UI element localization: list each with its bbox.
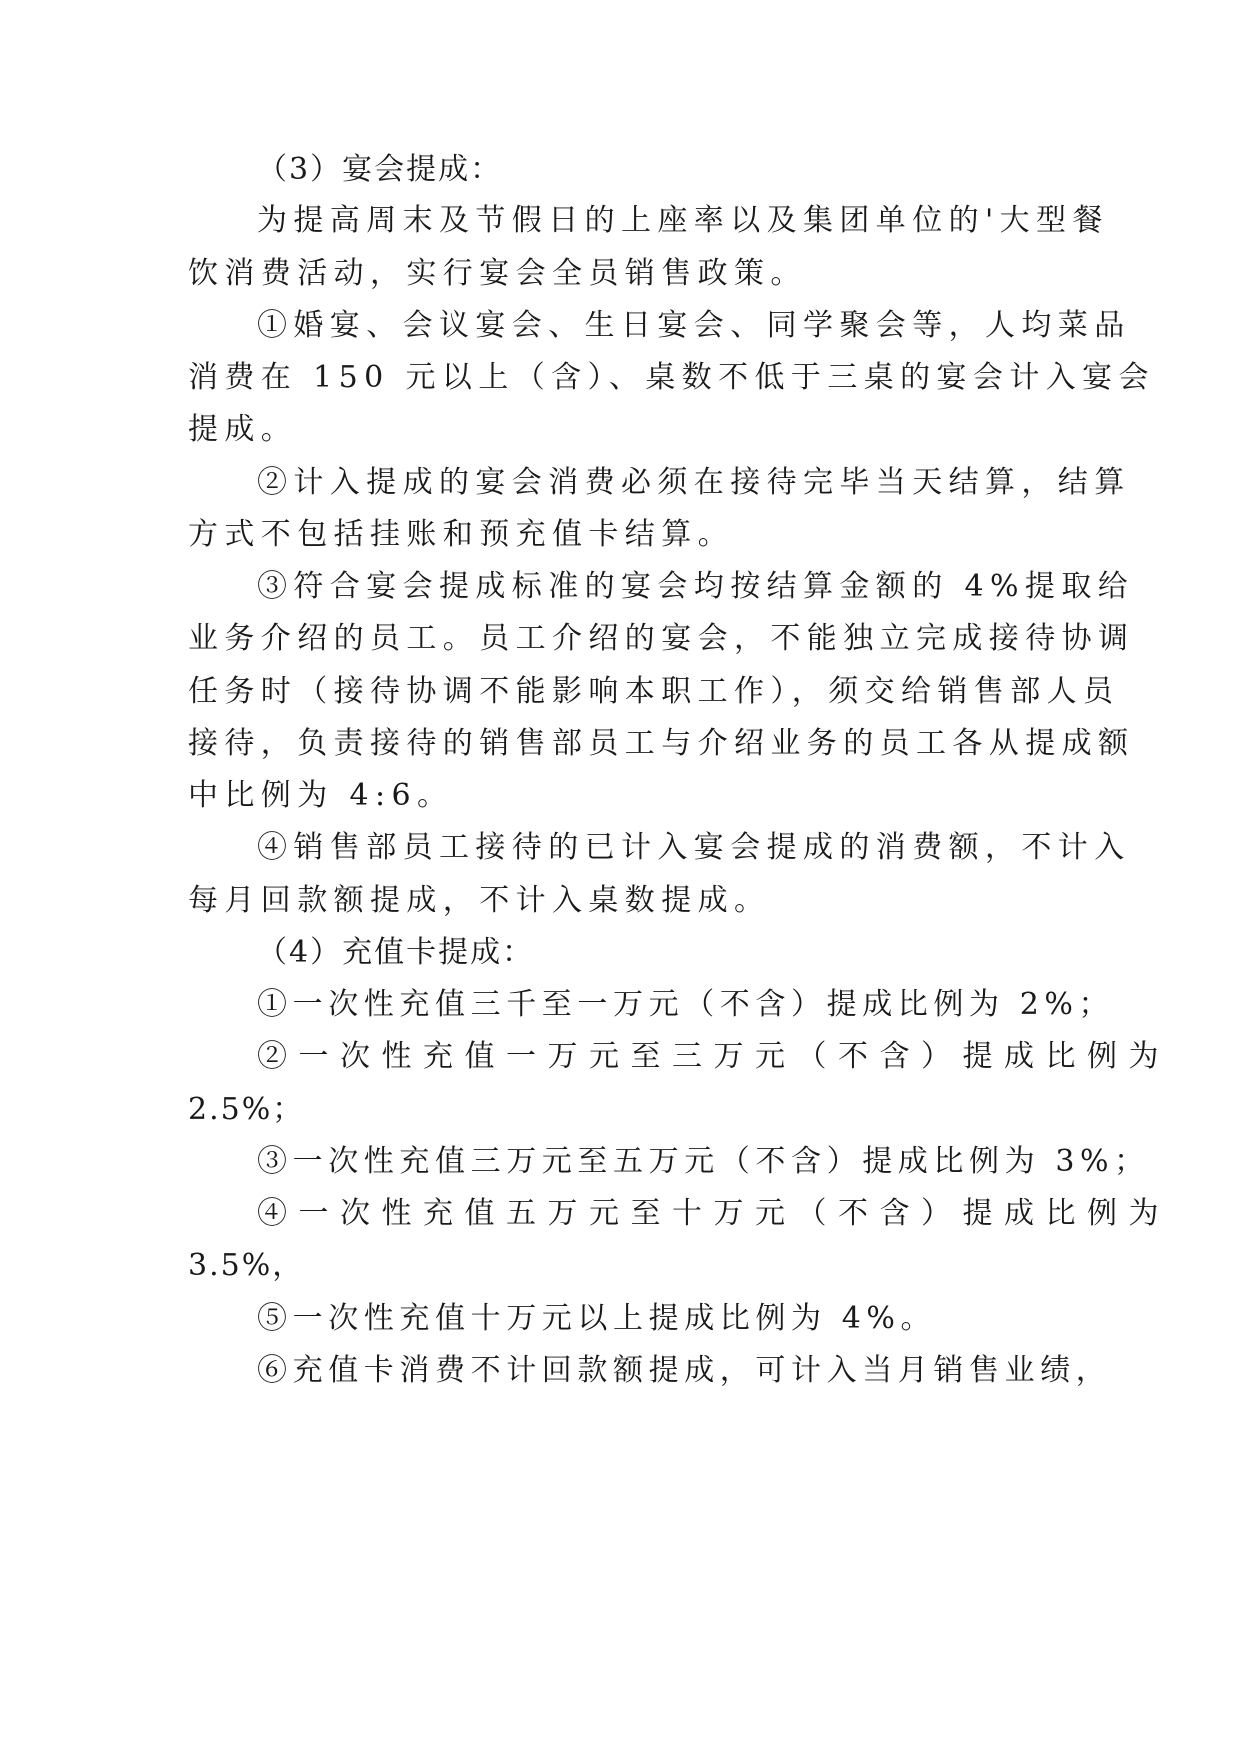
list-item-line: ②计入提成的宴会消费必须在接待完毕当天结算，结算 bbox=[257, 465, 1131, 500]
list-item-line: 消费在 150 元以上（含）、桌数不低于三桌的宴会计入宴会 bbox=[188, 360, 1155, 395]
list-item-line: 中比例为 4:6。 bbox=[188, 778, 454, 813]
list-item-line: 接待，负责接待的销售部员工与介绍业务的员工各从提成额 bbox=[188, 726, 1135, 761]
list-item-line: ③一次性充值三万元至五万元（不含）提成比例为 3%； bbox=[257, 1144, 1150, 1179]
list-item-line: ①一次性充值三千至一万元（不含）提成比例为 2%； bbox=[257, 987, 1115, 1022]
paragraph-line: 为提高周末及节假日的上座率以及集团单位的'大型餐 bbox=[257, 203, 1109, 238]
list-item-line: ⑤一次性充值十万元以上提成比例为 4%。 bbox=[257, 1301, 937, 1336]
list-item-line: 业务介绍的员工。员工介绍的宴会，不能独立完成接待协调 bbox=[188, 621, 1135, 656]
list-item-line: ④一次性充值五万元至十万元（不含）提成比例为 bbox=[257, 1196, 1170, 1231]
list-item-line: 方式不包括挂账和预充值卡结算。 bbox=[188, 517, 734, 552]
list-item-line: 2.5%； bbox=[188, 1092, 305, 1127]
paragraph-line: 饮消费活动，实行宴会全员销售政策。 bbox=[188, 256, 807, 291]
list-item-line: ④销售部员工接待的已计入宴会提成的消费额，不计入 bbox=[257, 830, 1131, 865]
list-item-line: ③符合宴会提成标准的宴会均按结算金额的 4%提取给 bbox=[257, 569, 1135, 604]
list-item-line: 每月回款额提成，不计入桌数提成。 bbox=[188, 883, 771, 918]
list-item-line: 提成。 bbox=[188, 412, 298, 447]
list-item-line: ⑥充值卡消费不计回款额提成，可计入当月销售业绩， bbox=[257, 1353, 1112, 1388]
list-item-line: ②一次性充值一万元至三万元（不含）提成比例为 bbox=[257, 1039, 1170, 1074]
list-item-line: 任务时（接待协调不能影响本职工作），须交给销售部人员 bbox=[188, 674, 1120, 709]
list-item-line: 3.5%， bbox=[188, 1248, 305, 1283]
section-heading-banquet: （3）宴会提成： bbox=[257, 152, 503, 187]
section-heading-card: （4）充值卡提成： bbox=[257, 935, 535, 970]
list-item-line: ①婚宴、会议宴会、生日宴会、同学聚会等，人均菜品 bbox=[257, 308, 1131, 343]
